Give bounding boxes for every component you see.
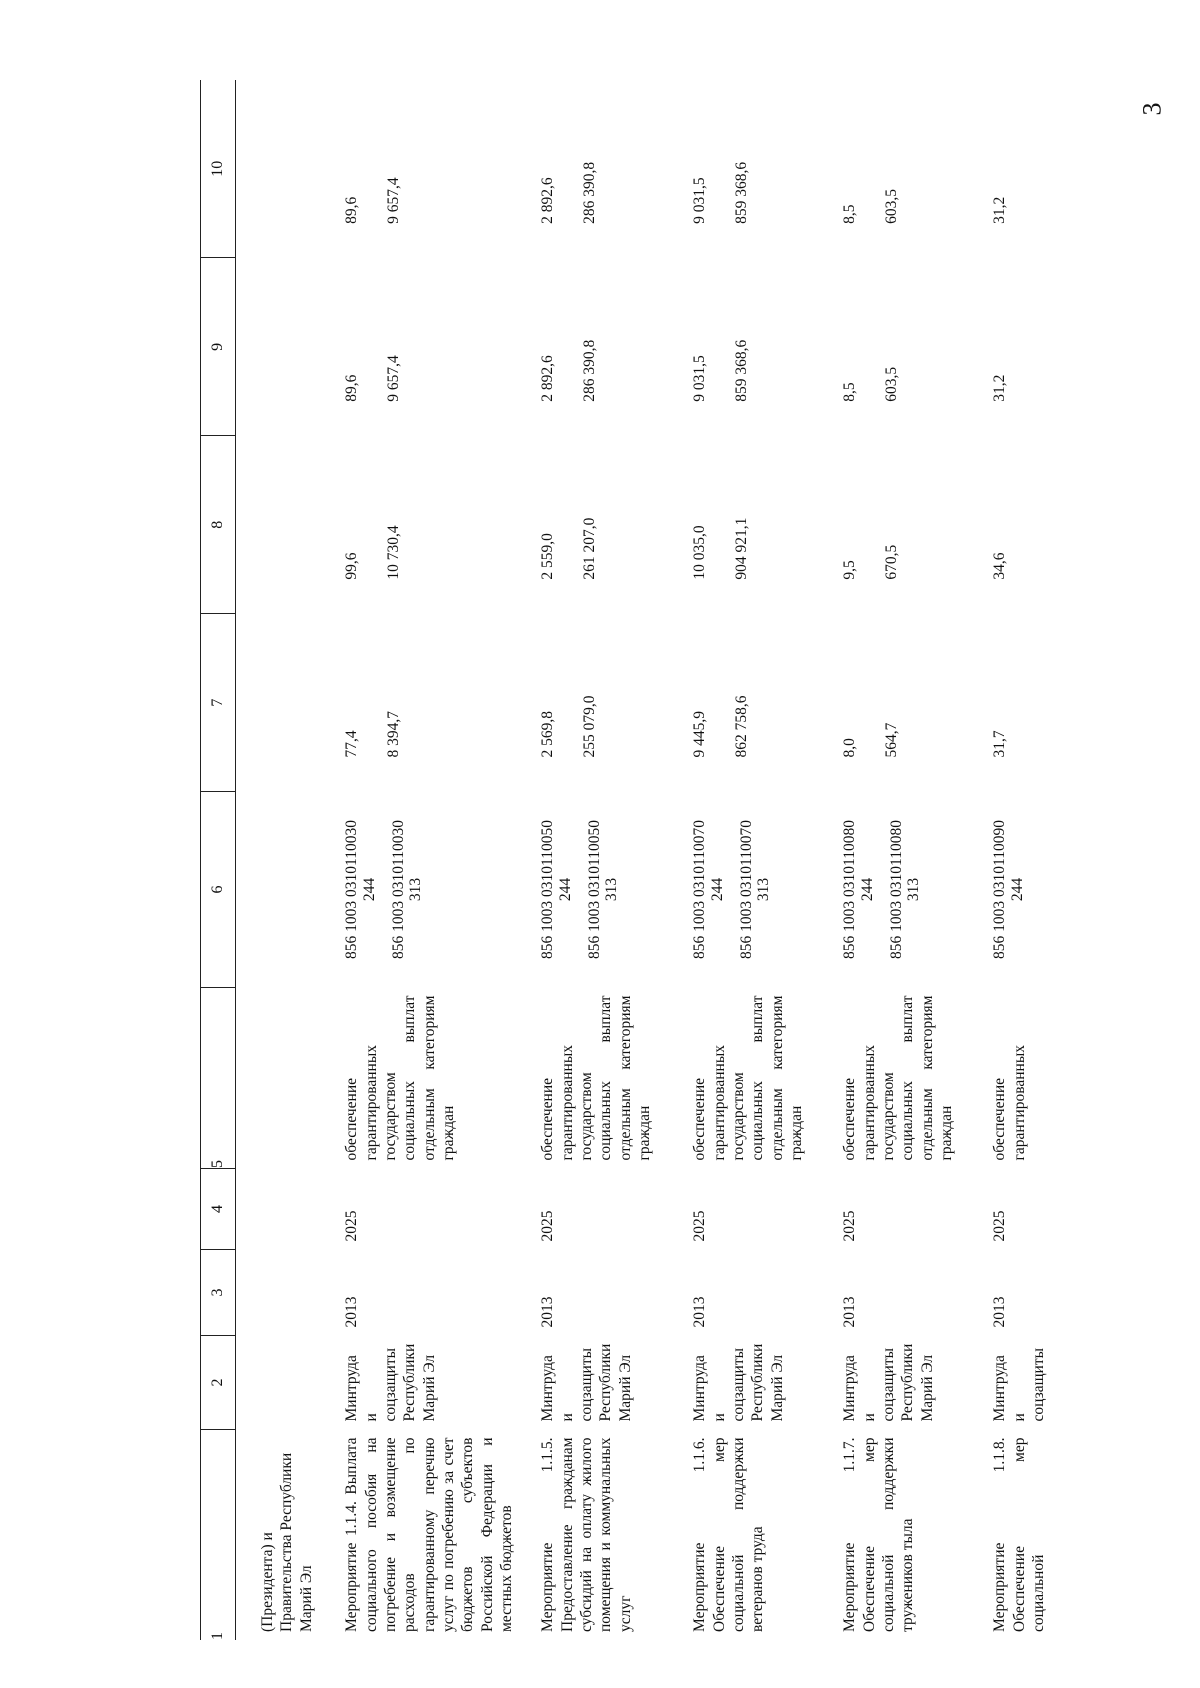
start-year: 2013: [841, 1296, 859, 1328]
value: 89,6: [343, 196, 361, 224]
column-header: 6: [201, 792, 236, 988]
continuation-row: [236, 80, 343, 1640]
column-header: 2: [201, 1336, 236, 1430]
value: 9 445,9: [691, 711, 709, 758]
value: 8,0: [841, 738, 859, 758]
value: 89,6: [343, 374, 361, 402]
value: 603,5: [882, 366, 900, 402]
executor-cell: Минтруда и соцзащиты Республики Марий Эл: [343, 1343, 438, 1422]
value: 9 031,5: [691, 355, 709, 402]
measure-cell: Мероприятие 1.1.5. Предоставление гражданам субсидий на оплату жилого помещения и коммунальных услуг: [539, 1437, 634, 1632]
value-cell-7: [538, 614, 690, 792]
direction-cell: обеспечение гарантированных государством социальных выплат отдельным категориям граждан: [691, 995, 805, 1161]
budget-code-suffix: 244: [708, 877, 726, 902]
value-cell-8: [990, 436, 1048, 614]
value: 9 657,4: [384, 177, 402, 224]
table-row: [690, 80, 840, 1640]
value: 77,4: [343, 730, 361, 758]
direction-cell: обеспечение гарантированных государством социальных выплат отдельным категориям граждан: [539, 995, 653, 1161]
column-header: 9: [201, 258, 236, 436]
value: 8,5: [841, 204, 859, 224]
value: 2 569,8: [539, 711, 557, 758]
value: 859 368,6: [732, 161, 750, 224]
value: 9 657,4: [384, 355, 402, 402]
column-header: 10: [201, 80, 236, 258]
budget-code: 856 1003 0310110070: [691, 820, 709, 959]
table-row: [990, 80, 1048, 1640]
column-header: 1: [201, 1430, 236, 1641]
direction-cell: обеспечение гарантированных государством социальных выплат отдельным категориям граждан: [841, 995, 955, 1161]
budget-code-cell: [538, 792, 690, 988]
budget-code-suffix: 244: [360, 877, 378, 902]
value: 564,7: [882, 722, 900, 758]
budget-code-suffix: 244: [1008, 877, 1026, 902]
executor-cell: Минтруда и соцзащиты Республики Марий Эл: [841, 1343, 936, 1422]
budget-code: 856 1003 0310110080: [841, 820, 859, 959]
value: 904 921,1: [732, 517, 750, 580]
direction-cell: обеспечение гарантированных государством социальных выплат отдельным категориям граждан: [343, 995, 457, 1161]
budget-code-cell: [990, 792, 1048, 988]
value-cell-7: [342, 614, 538, 792]
budget-code: 856 1003 0310110030: [389, 820, 407, 959]
value-cell-9: [342, 258, 538, 436]
budget-code: 856 1003 0310110080: [887, 820, 905, 959]
measure-cell: Мероприятие 1.1.4. Выплата социального пособия на погребение и возмещение расходов по гарантированному перечню услуг по погребению за счет бюджетов субъектов Российской Федерации и местных бюджетов: [343, 1437, 516, 1632]
value-cell-7: [840, 614, 990, 792]
column-header: 7: [201, 614, 236, 792]
start-year: 2013: [691, 1296, 709, 1328]
budget-code-cell: [690, 792, 840, 988]
program-table: [200, 80, 1048, 1640]
value: 862 758,6: [732, 695, 750, 758]
value-cell-7: [990, 614, 1048, 792]
value: 31,7: [991, 730, 1009, 758]
value-cell-9: [840, 258, 990, 436]
value: 2 559,0: [539, 533, 557, 580]
value: 8 394,7: [384, 711, 402, 758]
value: 603,5: [882, 189, 900, 224]
value: 670,5: [882, 544, 900, 580]
value-cell-10: [840, 80, 990, 258]
budget-code-cell: [342, 792, 538, 988]
end-year: 2025: [691, 1210, 709, 1242]
start-year: 2013: [343, 1296, 361, 1328]
end-year: 2025: [841, 1210, 859, 1242]
column-header: 8: [201, 436, 236, 614]
rotated-page: [200, 80, 1160, 1640]
value: 255 079,0: [580, 695, 598, 758]
value: 10 035,0: [691, 525, 709, 580]
start-year: 2013: [539, 1296, 557, 1328]
value: 859 368,6: [732, 339, 750, 402]
end-year: 2025: [539, 1210, 557, 1242]
value-cell-10: [342, 80, 538, 258]
column-header: 5: [201, 988, 236, 1169]
continuation-text: (Президента) и Правительства Республики Марий Эл: [259, 1452, 315, 1632]
value: 9,5: [841, 560, 859, 580]
budget-code-suffix: 244: [556, 877, 574, 902]
executor-cell: Минтруда и соцзащиты: [991, 1347, 1047, 1422]
value-cell-9: [538, 258, 690, 436]
budget-code: 856 1003 0310110050: [585, 820, 603, 959]
value-cell-9: [990, 258, 1048, 436]
value: 2 892,6: [539, 355, 557, 402]
end-year: 2025: [343, 1210, 361, 1242]
budget-code: 856 1003 0310110070: [737, 820, 755, 959]
value: 286 390,8: [580, 161, 598, 224]
executor-cell: Минтруда и соцзащиты Республики Марий Эл: [691, 1343, 786, 1422]
column-header: 4: [201, 1169, 236, 1250]
value-cell-10: [538, 80, 690, 258]
end-year: 2025: [991, 1210, 1009, 1242]
value: 2 892,6: [539, 177, 557, 224]
direction-cell: обеспечение гарантированных: [991, 1045, 1028, 1161]
value-cell-8: [690, 436, 840, 614]
value-cell-9: [690, 258, 840, 436]
value-cell-7: [690, 614, 840, 792]
budget-code-cell: [840, 792, 990, 988]
value-cell-8: [538, 436, 690, 614]
value: 99,6: [343, 552, 361, 580]
budget-code: 856 1003 0310110030: [343, 820, 361, 959]
value: 34,6: [991, 552, 1009, 580]
measure-cell: Мероприятие 1.1.8. Обеспечение мер социальной: [991, 1437, 1047, 1632]
value: 31,2: [991, 196, 1009, 224]
value-cell-8: [840, 436, 990, 614]
budget-code-suffix: 313: [407, 877, 425, 902]
column-header: 3: [201, 1250, 236, 1336]
page-number: 3: [1137, 102, 1167, 116]
budget-code-suffix: 313: [755, 877, 773, 902]
value: 10 730,4: [384, 525, 402, 580]
budget-code-suffix: 313: [603, 877, 621, 902]
budget-code: 856 1003 0310110050: [539, 820, 557, 959]
value-cell-10: [690, 80, 840, 258]
start-year: 2013: [991, 1296, 1009, 1328]
value-cell-10: [990, 80, 1048, 258]
table-row: [840, 80, 990, 1640]
measure-cell: Мероприятие 1.1.7. Обеспечение мер социальной поддержки тружеников тыла: [841, 1437, 917, 1632]
budget-code: 856 1003 0310110090: [991, 820, 1009, 959]
table-row: [342, 80, 538, 1640]
column-number-row: [201, 80, 236, 1640]
executor-cell: Минтруда и соцзащиты Республики Марий Эл: [539, 1343, 634, 1422]
measure-cell: Мероприятие 1.1.6. Обеспечение мер социальной поддержки ветеранов труда: [691, 1437, 767, 1632]
value: 9 031,5: [691, 177, 709, 224]
budget-code-suffix: 313: [905, 877, 923, 902]
value: 8,5: [841, 382, 859, 402]
budget-code-suffix: 244: [858, 877, 876, 902]
value-cell-8: [342, 436, 538, 614]
value: 286 390,8: [580, 339, 598, 402]
value: 261 207,0: [580, 517, 598, 580]
value: 31,2: [991, 374, 1009, 402]
table-row: [538, 80, 690, 1640]
